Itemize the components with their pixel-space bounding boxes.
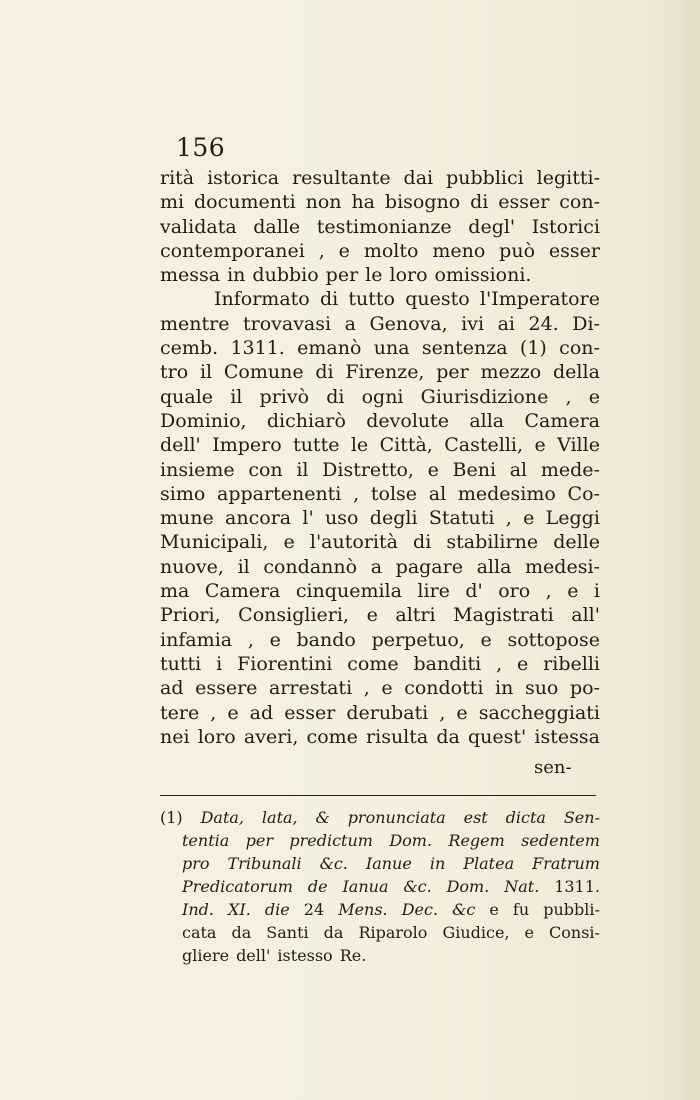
word: e [517, 652, 529, 675]
word: stabilirne [446, 531, 539, 554]
footnote-word: predictum [289, 831, 373, 850]
text-line [160, 701, 600, 725]
word: , [545, 580, 552, 603]
word: per [436, 361, 469, 384]
text-line [160, 239, 600, 263]
word: cinquemila [295, 580, 402, 603]
page-edge-shadow [678, 0, 700, 1100]
footnote-word: Fratrum [532, 854, 600, 873]
word: messa [160, 264, 221, 287]
word: , [247, 628, 254, 651]
word: e [269, 628, 281, 651]
footnote-word: Regem [448, 831, 505, 850]
word: ai [497, 312, 515, 335]
footnote-word: Nat. [504, 877, 540, 896]
catchword: sen- [534, 757, 572, 778]
footnote-word: Riparolo [358, 923, 428, 942]
word: contemporanei [160, 239, 305, 262]
footnote [160, 806, 600, 967]
word: suo [524, 677, 559, 700]
word: risulta [366, 725, 429, 748]
word: , [210, 701, 217, 724]
word: questo [405, 288, 470, 311]
footnote-word: e [489, 900, 499, 919]
word: tolse [370, 482, 418, 505]
word: d' [465, 580, 483, 603]
word: l'Imperatore [479, 288, 600, 311]
footnote-word: Ind. [182, 900, 214, 919]
word: nuove, [160, 555, 224, 578]
word: istessa [534, 725, 600, 748]
text-line [160, 530, 600, 554]
word: ha [351, 191, 376, 214]
word: , [353, 482, 360, 505]
footnote-word: e [524, 923, 535, 942]
word: Informato [214, 288, 310, 311]
word: dalle [253, 215, 301, 238]
word: per [325, 264, 359, 287]
main-text [160, 166, 600, 749]
text-line [160, 603, 600, 627]
text-line [160, 360, 600, 384]
word: può [499, 239, 536, 262]
word: Istorici [531, 215, 600, 238]
text-line [160, 433, 600, 457]
word: degli [369, 507, 418, 530]
word: di [470, 191, 489, 214]
word: ancora [225, 507, 292, 530]
word: di [413, 531, 432, 554]
footnote-word: dicta [505, 808, 546, 827]
word: mi [160, 191, 185, 214]
footnote-word: Mens. [338, 900, 388, 919]
word: Ville [557, 434, 600, 457]
text-line [160, 506, 600, 530]
footnote-line [160, 944, 600, 967]
word: condotti [404, 677, 484, 700]
footnote-word: die [264, 900, 290, 919]
word: le [365, 264, 383, 287]
footnote-line [160, 829, 600, 852]
word: Camera [524, 409, 600, 432]
word: all' [571, 604, 600, 627]
word: nei [160, 725, 190, 748]
footnote-line [160, 852, 600, 875]
word: Firenze, [345, 361, 425, 384]
word: , [505, 507, 512, 530]
text-line [160, 336, 600, 360]
footnote-word: Predicatorum [182, 877, 293, 896]
text-line [160, 628, 600, 652]
word: altri [395, 604, 436, 627]
word: le [350, 434, 369, 457]
word: delle [553, 531, 600, 554]
word: come [306, 725, 358, 748]
footnote-word: pronunciata [347, 808, 446, 827]
word: e [381, 677, 393, 700]
word: devolute [366, 409, 450, 432]
footnote-word: da [231, 923, 252, 942]
text-line [160, 166, 600, 190]
text-line [160, 652, 600, 676]
word: 1311. [230, 337, 285, 360]
word: di [319, 288, 339, 311]
word: oro [498, 580, 531, 603]
word: tutti [160, 652, 202, 675]
footnote-word: Dom. [389, 831, 433, 850]
word: dichiarò [266, 409, 346, 432]
word: e [283, 531, 295, 554]
word: tere [160, 701, 200, 724]
word: Camera [204, 580, 281, 603]
word: Co- [567, 482, 600, 505]
word: Castelli, [444, 434, 524, 457]
word: infamia [160, 628, 233, 651]
word: e [427, 458, 439, 481]
word: Giurisdizione [420, 385, 549, 408]
word: essere [195, 677, 258, 700]
footnote-word: Data, [200, 808, 244, 827]
word: insieme [160, 458, 235, 481]
word: averi, [243, 725, 299, 748]
word: in [495, 677, 514, 700]
word: con [248, 458, 283, 481]
word: tutto [348, 288, 395, 311]
word: e [366, 604, 378, 627]
word: alla [476, 555, 512, 578]
word: e [338, 239, 350, 262]
footnote-word: Tribunali [227, 854, 302, 873]
footnote-line [160, 806, 600, 829]
text-line [160, 555, 600, 579]
footnote-word: pubbli- [543, 900, 600, 919]
word: una [373, 337, 410, 360]
word: e [534, 434, 546, 457]
word: perpetuo, [371, 628, 465, 651]
word: Statuti [428, 507, 495, 530]
word: derubati [346, 701, 429, 724]
word: Genova, [369, 312, 448, 335]
word: a [370, 555, 383, 578]
word: e [523, 507, 535, 530]
footnote-word: XI. [228, 900, 251, 919]
word: e [480, 628, 492, 651]
word: loro [197, 725, 236, 748]
word: il [237, 555, 250, 578]
word: e [567, 580, 579, 603]
word: Consiglieri, [238, 604, 349, 627]
footnote-word: Sen- [563, 808, 600, 827]
word: ad [160, 677, 184, 700]
word: esser [548, 239, 600, 262]
word: dai [403, 167, 434, 189]
footnote-word: istesso [277, 946, 333, 965]
word: i [593, 580, 600, 603]
word: , [318, 239, 325, 262]
word: arrestati [268, 677, 353, 700]
word: il [199, 361, 213, 384]
footnote-word: & [315, 808, 330, 827]
word: sottopose [507, 628, 600, 651]
word: banditi [413, 652, 482, 675]
footnote-word: sedentem [521, 831, 600, 850]
footnote-word: Dom. [446, 877, 490, 896]
footnote-word: tentia [182, 831, 230, 850]
footnote-word: 24 [303, 900, 325, 919]
word: resultante [292, 167, 391, 189]
word: uso [325, 507, 359, 530]
word: Beni [452, 458, 497, 481]
word: cemb. [160, 337, 219, 360]
word: al [428, 482, 447, 505]
footnote-word: Dec. [401, 900, 439, 919]
word: tro [160, 361, 189, 384]
word: il [230, 385, 243, 408]
word: in [227, 264, 246, 287]
word: con- [559, 337, 600, 360]
word: lire [417, 580, 450, 603]
footnote-word: Platea [463, 854, 515, 873]
word: , [565, 385, 572, 408]
word: simo [160, 482, 206, 505]
word: Città, [379, 434, 433, 457]
footnote-divider [160, 795, 596, 796]
footnote-word: in [429, 854, 446, 873]
word: Distretto, [322, 458, 414, 481]
word: , [439, 701, 446, 724]
footnote-word: Re. [339, 946, 367, 965]
footnote-word: pro [182, 854, 210, 873]
word: e [227, 701, 239, 724]
word: il [296, 458, 309, 481]
word: po- [569, 677, 600, 700]
footnote-word: (1) [160, 808, 183, 827]
word: mezzo [480, 361, 542, 384]
word: pubblici [446, 167, 524, 189]
word: di [315, 361, 334, 384]
text-line [160, 287, 600, 311]
word: di [326, 385, 345, 408]
word: alla [469, 409, 505, 432]
word: bando [296, 628, 356, 651]
text-line [160, 215, 600, 239]
word: i [216, 652, 223, 675]
word: quale [160, 385, 214, 408]
footnote-word: Consi- [549, 923, 600, 942]
footnote-line [160, 898, 600, 921]
text-line [160, 579, 600, 603]
footnote-word: da [323, 923, 344, 942]
word: condannò [263, 555, 358, 578]
word: istorica [207, 167, 280, 189]
footnote-word: Santi [266, 923, 309, 942]
word: omissioni. [434, 264, 532, 287]
word: , [363, 677, 370, 700]
word: validata [160, 215, 237, 238]
page-number: 156 [176, 133, 226, 162]
footnote-word: est [463, 808, 488, 827]
word: tutte [293, 434, 340, 457]
word: Comune [223, 361, 304, 384]
footnote-word: &c [452, 900, 476, 919]
word: medesi- [525, 555, 600, 578]
word: l' [302, 507, 314, 530]
word: come [347, 652, 399, 675]
word: legitti- [536, 167, 600, 189]
text-line [160, 385, 600, 409]
word: ad [249, 701, 274, 724]
word: Magistrati [453, 604, 554, 627]
word: mune [160, 507, 214, 530]
word: Di- [572, 312, 600, 335]
word: quest' [468, 725, 527, 748]
footnote-line [160, 921, 600, 944]
word: e [588, 385, 600, 408]
footnote-word: gliere [182, 946, 230, 965]
word: pagare [395, 555, 463, 578]
text-line [160, 312, 600, 336]
word: 24. [528, 312, 559, 335]
word: mentre [160, 312, 230, 335]
word: molto [363, 239, 419, 262]
footnote-word: fu [512, 900, 530, 919]
word: Fiorentini [237, 652, 333, 675]
word: degl' [468, 215, 516, 238]
text-line [160, 190, 600, 214]
word: Leggi [545, 507, 600, 530]
word: privò [259, 385, 310, 408]
footnote-word: lata, [261, 808, 298, 827]
word: a [344, 312, 356, 335]
word: ribelli [543, 652, 600, 675]
word: mede- [540, 458, 600, 481]
word: Dominio, [160, 409, 247, 432]
footnote-word: Ianue [365, 854, 412, 873]
word: , [496, 652, 503, 675]
word: ivi [461, 312, 485, 335]
footnote-word: per [245, 831, 274, 850]
word: Priori, [160, 604, 221, 627]
text-line [160, 458, 600, 482]
footnote-word: cata [182, 923, 217, 942]
word: appartenenti [217, 482, 342, 505]
word: da [436, 725, 460, 748]
word: esser [498, 191, 550, 214]
word: medesimo [457, 482, 556, 505]
footnote-word: &c. [319, 854, 348, 873]
word: della [553, 361, 600, 384]
text-line [160, 409, 600, 433]
word: al [509, 458, 528, 481]
word: esser [284, 701, 336, 724]
word: meno [432, 239, 486, 262]
word: l'autorità [309, 531, 398, 554]
word: documenti [194, 191, 296, 214]
word: Municipali, [160, 531, 269, 554]
word: Impero [212, 434, 282, 457]
footnote-word: Ianua [342, 877, 389, 896]
word: dubbio [252, 264, 319, 287]
text-line [160, 676, 600, 700]
word: ma [160, 580, 190, 603]
word: dell' [160, 434, 201, 457]
text-line [160, 482, 600, 506]
word: e [456, 701, 468, 724]
footnote-line [160, 875, 600, 898]
word: con- [559, 191, 600, 214]
word: bisogno [384, 191, 461, 214]
word: testimonianze [316, 215, 452, 238]
word: loro [389, 264, 428, 287]
footnote-word: de [307, 877, 328, 896]
text-line [160, 725, 600, 749]
word: non [305, 191, 342, 214]
word: emanò [297, 337, 362, 360]
word: rità [160, 167, 195, 189]
footnote-word: Giudice, [442, 923, 510, 942]
footnote-word: 1311. [554, 877, 600, 896]
footnote-word: &c. [403, 877, 432, 896]
word: (1) [519, 337, 547, 360]
word: ogni [361, 385, 404, 408]
word: trovavasi [242, 312, 332, 335]
word: sentenza [421, 337, 508, 360]
text-line [160, 263, 600, 287]
footnote-word: dell' [236, 946, 271, 965]
word: saccheggiati [478, 701, 600, 724]
